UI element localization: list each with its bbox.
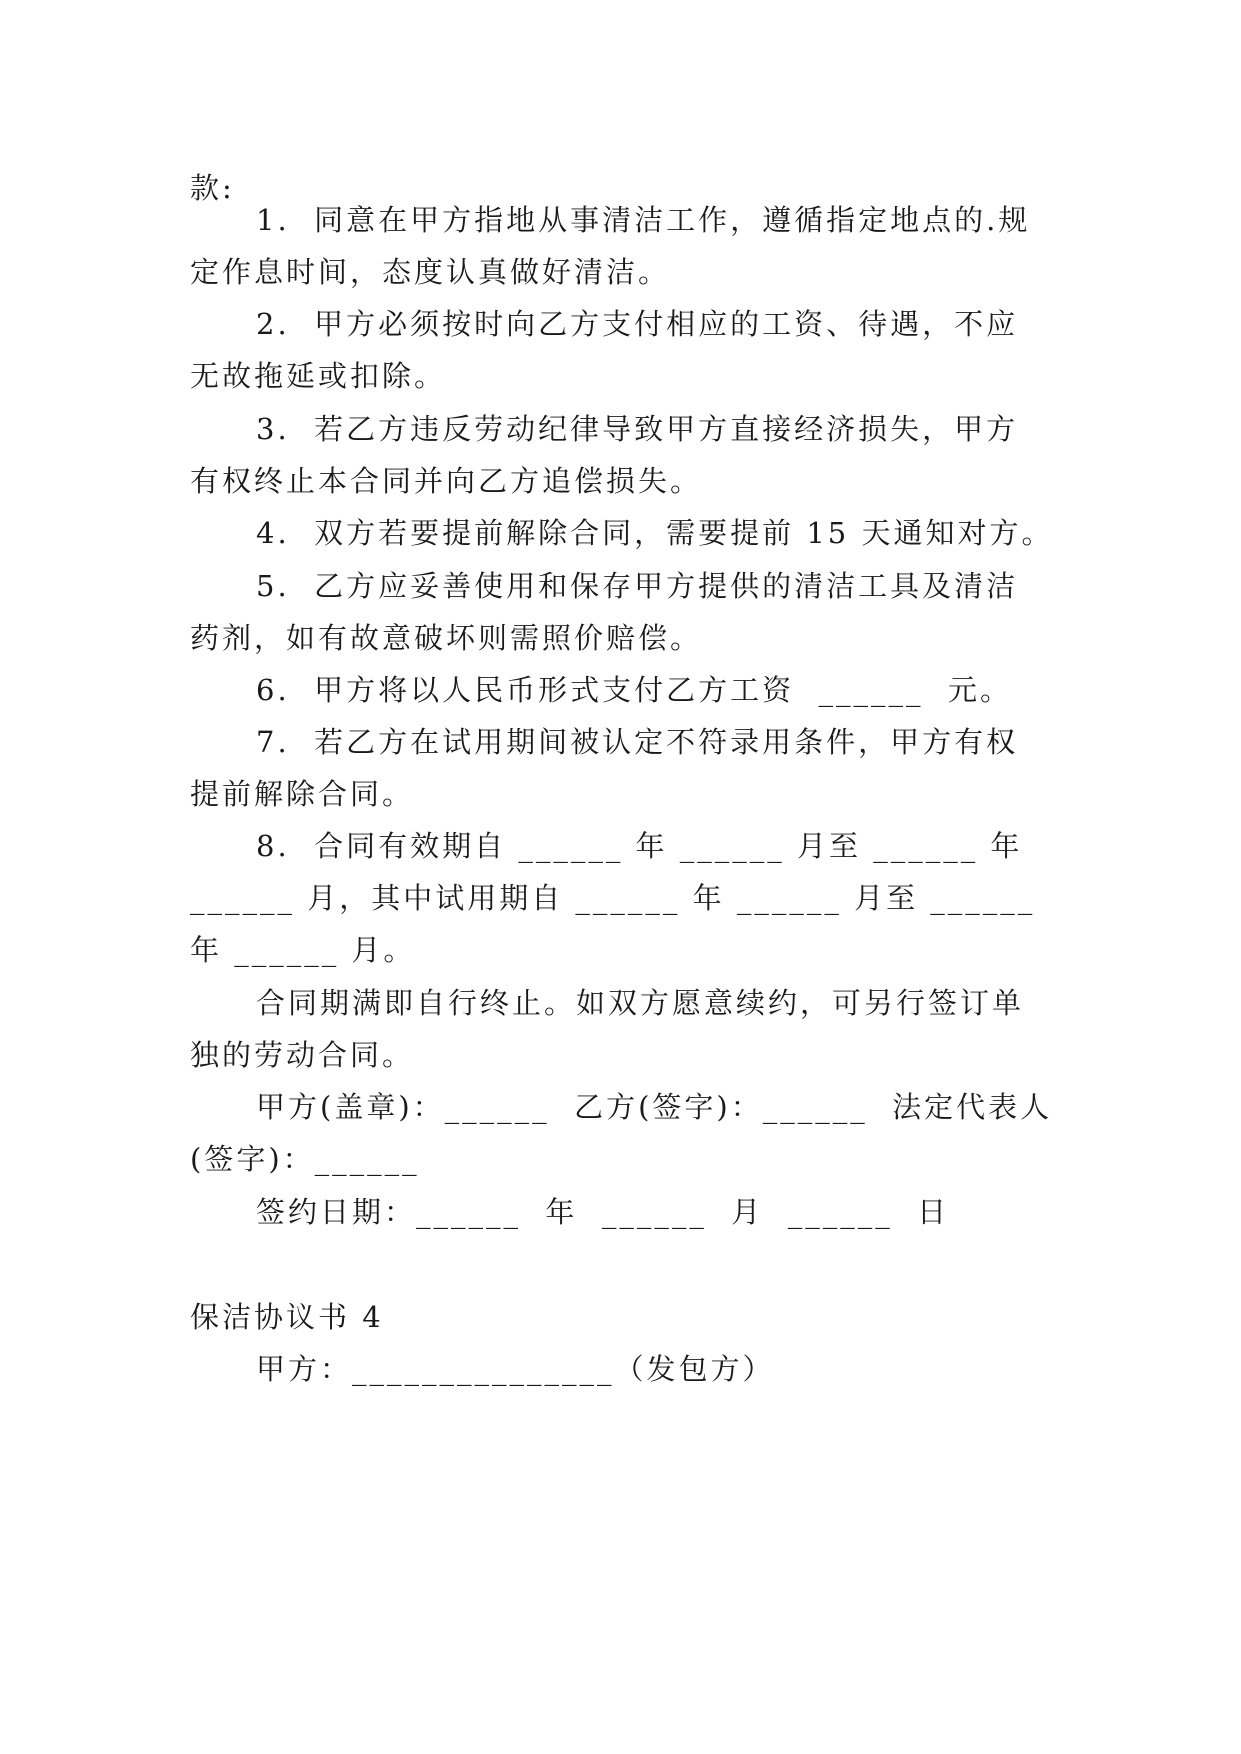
clause-1: 1. 同意在甲方指地从事清洁工作，遵循指定地点的.规 [256, 203, 1031, 237]
text-line: ______ 月，其中试用期自 ______ 年 ______ 月至 ______ [190, 881, 1036, 915]
signing-date: 签约日期：______ 年 ______ 月 ______ 日 [256, 1195, 950, 1229]
text-line: 独的劳动合同。 [190, 1038, 415, 1072]
clause-4: 4. 双方若要提前解除合同，需要提前 15 天通知对方。 [256, 516, 1054, 550]
text-line: 年 ______ 月。 [190, 933, 416, 967]
clause-2: 2. 甲方必须按时向乙方支付相应的工资、待遇，不应 [256, 307, 1019, 341]
clause-5: 5. 乙方应妥善使用和保存甲方提供的清洁工具及清洁 [256, 569, 1019, 603]
text-line: 药剂，如有故意破坏则需照价赔偿。 [190, 621, 703, 655]
signature-line: 甲方(盖章)：______ 乙方(签字)：______ 法定代表人 [256, 1090, 1053, 1124]
text-line: 提前解除合同。 [190, 777, 415, 811]
clause-6: 6. 甲方将以人民币形式支付乙方工资 ______ 元。 [256, 673, 1012, 707]
clause-3: 3. 若乙方违反劳动纪律导致甲方直接经济损失，甲方 [256, 412, 1019, 446]
text-line: 款: [190, 171, 235, 205]
text-line: 无故拖延或扣除。 [190, 359, 447, 393]
text-line: 定作息时间，态度认真做好清洁。 [190, 255, 671, 289]
section-title: 保洁协议书 4 [190, 1300, 384, 1334]
clause-8: 8. 合同有效期自 ______ 年 ______ 月至 ______ 年 [256, 829, 1023, 863]
text-line: 有权终止本合同并向乙方追偿损失。 [190, 464, 703, 498]
contract-expiry-paragraph: 合同期满即自行终止。如双方愿意续约，可另行签订单 [256, 986, 1025, 1020]
text-line: (签字)：______ [190, 1142, 420, 1176]
party-a-line: 甲方：_______________（发包方） [256, 1352, 775, 1386]
clause-7: 7. 若乙方在试用期间被认定不符录用条件，甲方有权 [256, 725, 1019, 759]
